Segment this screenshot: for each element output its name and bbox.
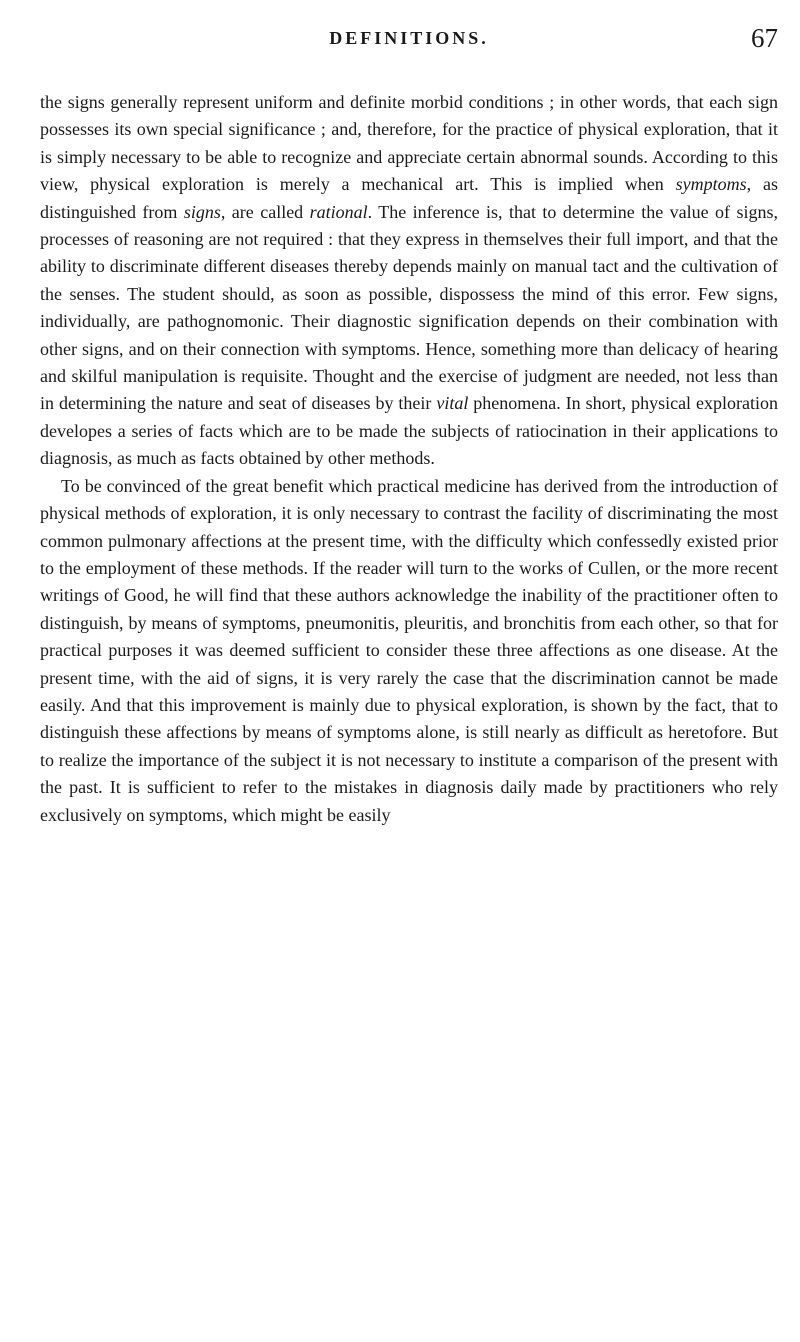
italic-term-signs: signs [183, 201, 221, 222]
body-text [40, 89, 778, 829]
italic-term-symptoms: symptoms [675, 174, 747, 195]
running-head [40, 18, 778, 58]
page-number: 67 [751, 23, 778, 53]
italic-term-rational: rational [309, 201, 368, 222]
text-segment: . The inference is, that to determine the value of signs, processes of reasoning are not required : that they express in themselves their full import, and that the ability to discriminate different diseases thereby depends mainly on manual tact and the cultivation of the senses. The student should, as soon as possible, dispossess the mind of this error. Few signs, individually, are pathognomonic. Their diagnostic signification depends on their combination with other signs, and on their connection with symptoms. Hence, something more than delicacy of hearing and skilful manipulation is requisite. Thought and the exercise of judgment are needed, not less than in determining the nature and seat of diseases by their [40, 201, 778, 414]
text-segment: the signs generally represent uniform and definite morbid conditions ; in other words, that each sign possesses its own special significance ; and, therefore, for the practice of physical exploration, that it is simply necessary to be able to recognize and appreciate certain abnormal sounds. According to this view, physical exploration is merely a mechanical art. This is implied when [40, 92, 778, 195]
text-segment: , as distinguished from [40, 174, 778, 222]
paragraph-1 [40, 89, 778, 473]
text-segment: To be convinced of the great benefit which practical medicine has derived from the introduction of physical methods of exploration, it is only necessary to contrast the facility of discriminating the most common pulmonary affections at the present time, with the difficulty which confessedly existed prior to the employment of these methods. If the reader will turn to the works of Cullen, or the more recent writings of Good, he will find that these authors acknowledge the inability of the practitioner often to distinguish, by means of symptoms, pneumonitis, pleuritis, and bronchitis from each other, so that for practical purposes it was deemed sufficient to consider these three affections as one disease. At the present time, with the aid of signs, it is very rarely the case that the discrimination cannot be made easily. And that this improvement is mainly due to physical exploration, is shown by the fact, that to distinguish these affections by means of symptoms alone, is still nearly as difficult as heretofore. But to realize the importance of the subject it is not necessary to institute a comparison of the present with the past. It is sufficient to refer to the mistakes in diagnosis daily made by practitioners who rely exclusively on symptoms, which might be easily [40, 475, 778, 825]
paragraph-2 [40, 473, 778, 829]
text-segment: , are called [220, 201, 310, 222]
text-segment: phenomena. In short, physical exploration developes a series of facts which are to be made the subjects of ratiocination in their applications to diagnosis, as much as facts obtained by other methods. [40, 393, 778, 469]
running-title: DEFINITIONS. [329, 28, 489, 48]
italic-term-vital: vital [436, 393, 469, 414]
